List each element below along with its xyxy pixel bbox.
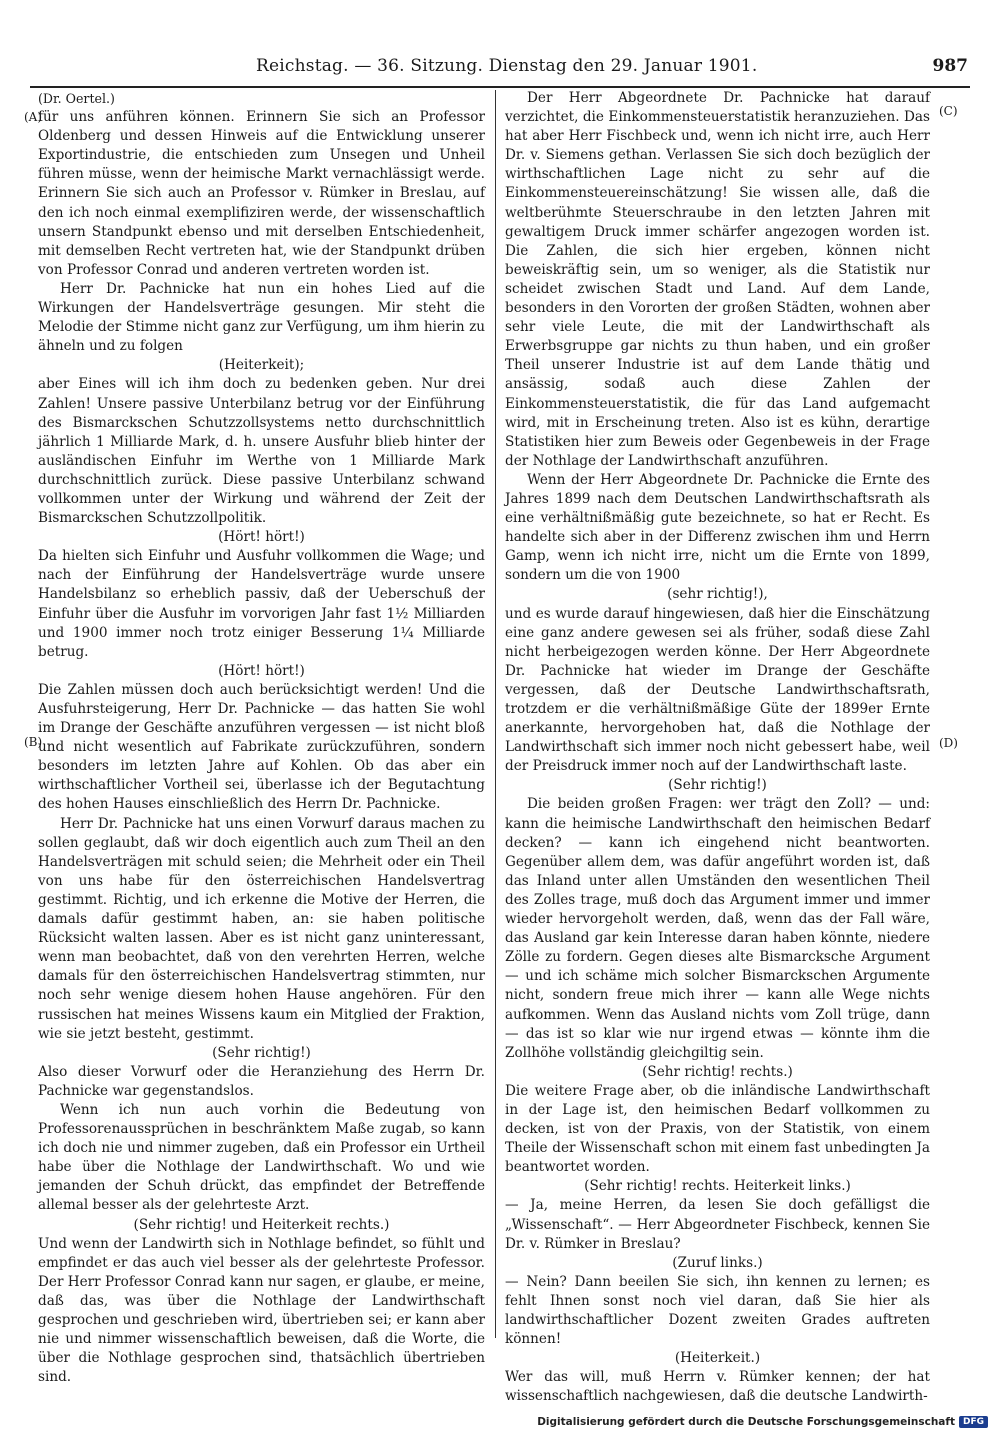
paragraph: Also dieser Vorwurf oder die Heranziehung des Herrn Dr. Pachnicke war gegenstandslos.	[38, 1063, 485, 1099]
interjection: (Sehr richtig!)	[212, 1044, 311, 1061]
paragraph: Herr Dr. Pachnicke hat nun ein hohes Lied auf die Wirkungen der Handelsverträge gesungen. Mir steht die Melodie der Stimme nicht ganz zur Verfügung, um ihm hierin zu ähneln und zu folgen	[38, 280, 485, 355]
paragraph: Da hielten sich Einfuhr und Ausfuhr vollkommen die Wage; und nach der Einführung der Handelsverträge wurde unsere Handelsbilanz so erheblich passiv, daß der Ueberschuß der Einfuhr über die Ausfuhr im vorvorigen Jahr fast 1½ Milliarden und 1900 immer noch trotz einiger Besserung 1¼ Milliarde betrug.	[38, 548, 485, 660]
paragraph: — Nein? Dann beeilen Sie sich, ihn kennen zu lernen; es fehlt Ihnen sonst noch viel daran, daß Sie hier als landwirthschaftlicher Dozent zweiten Grades auftreten können!	[505, 1273, 930, 1348]
margin-marker-c: (C)	[939, 104, 958, 118]
page-number: 987	[932, 56, 968, 76]
paragraph: Der Herr Abgeordnete Dr. Pachnicke hat darauf verzichtet, die Einkommensteuerstatistik heranzuziehen. Das hat aber Herr Fischbeck und, wenn ich nicht irre, auch Herr Dr. v. Siemens gethan. Verlassen Sie sich doch bezüglich der wirthschaftlichen Lage nicht zu sehr auf die Einkommensteuereinschätzung! Sie wissen alle, daß die weltberühmte Steuerschraube in den letzten Jahren mit gewaltigem Druck immer schärfer angezogen worden ist. Die Zahlen, die sich hier ergeben, können nicht beweiskräftig sein, um so weniger, als die Statistik nur scheidet zwischen Stadt und Land. Auf dem Lande, besonders in den Vororten der großen Städten, wohnen aber sehr viele Leute, die mit der Landwirthschaft als Erwerbsgruppe gar nichts zu thun haben, und ein großer Theil unserer Industrie ist auf dem Lande thätig und ansässig, sodaß auch diese Zahlen der Einkommensteuerstatistik, die für das Land aufgemacht wird, mit in Erscheinung treten. Also ist es kühn, derartige Statistiken hier zum Beweis oder Gegenbeweis in der Frage der Nothlage der Landwirthschaft anzuführen.	[505, 90, 930, 469]
margin-marker-d: (D)	[939, 736, 958, 750]
interjection: (Sehr richtig! rechts. Heiterkeit links.)	[584, 1178, 851, 1195]
paragraph: Die Zahlen müssen doch auch berücksichtigt werden! Und die Ausfuhrsteigerung, Herr Dr. Pachnicke — das hatten Sie wohl im Drange der Geschäfte anzuführen vergessen — ist nicht bloß und nicht wesentlich auf Fabrikate zurückzuführen, sondern besonders im letzten Jahre auf Kohlen. Ob das aber ein wirthschaftlicher Vortheil sei, überlasse ich der Begutachtung des hohen Hauses einschließlich des Herrn Dr. Pachnicke.	[38, 681, 485, 813]
paragraph: Herr Dr. Pachnicke hat uns einen Vorwurf daraus machen zu sollen geglaubt, daß wir doch eigentlich auch zum Theil an den Handelsverträgen mit schuld seien; die Mehrheit oder ein Theil von uns habe für den österreichischen Handelsvertrag gestimmt. Richtig, und ich erkenne die Motive der Herren, die damals dafür gestimmt haben, an: sie haben politische Rücksicht walten lassen. Aber es ist nicht ganz uninteressant, wenn man beobachtet, daß von den verehrten Herren, welche damals für den österreichischen Handelsvertrag stimmten, nur noch sehr wenige diesem hohen Hause angehören. Für den russischen hat meines Wissens kaum ein Mitglied der Fraktion, wie sie jetzt besteht, gestimmt.	[38, 815, 485, 1042]
paragraph: Wenn ich nun auch vorhin die Bedeutung von Professorenaussprüchen in beschränktem Maße zugab, so kann ich doch nie und nimmer zugeben, daß ein Professor ein Urtheil habe über die Nothlage der Landwirthschaft. Wo und wie jemanden der Schuh drückt, das empfindet der Betreffende allemal besser als der gelehrteste Arzt.	[38, 1101, 485, 1214]
paragraph: Wenn der Herr Abgeordnete Dr. Pachnicke die Ernte des Jahres 1899 nach dem Deutschen Landwirthschaftsrath als eine verhältnißmäßig gute bezeichnete, so hat er Recht. Es handelte sich aber in der Differenz zwischen ihm und Herrn Gamp, wenn ich nicht irre, nicht um die Ernte von 1899, sondern um die von 1900	[505, 471, 930, 584]
paragraph: Die weitere Frage aber, ob die inländische Landwirthschaft in der Lage ist, den heimischen Bedarf vollkommen zu decken, ist von der Praxis, von der Statistik, von einem Theile der Wissenschaft schon mit einem fast unbedingten Ja beantwortet worden.	[505, 1082, 930, 1176]
running-title: Reichstag. — 36. Sitzung. Dienstag den 29. Januar 1901.	[256, 56, 758, 76]
paragraph: aber Eines will ich ihm doch zu bedenken geben. Nur drei Zahlen! Unsere passive Unterbilanz betrug vor der Einführung des Bismarckschen Schutzzollsystems netto durchschnittlich jährlich 1 Milliarde Mark, d. h. unsere Ausfuhr blieb hinter der ausländischen Einfuhr im Werthe von 1 Milliarde Mark durchschnittlich zurück. Diese passive Unterbilanz schwand vollkommen unter der Wirkung und während der Zeit der Bismarckschen Schutzzollpolitik.	[38, 376, 485, 527]
interjection: (Heiterkeit.)	[674, 1350, 761, 1367]
dfg-logo-icon: DFG	[959, 1416, 988, 1428]
funding-credit: Digitalisierung gefördert durch die Deutsche Forschungsgemeinschaft	[537, 1416, 955, 1428]
interjection: (Sehr richtig! rechts.)	[642, 1063, 793, 1080]
interjection: (Zuruf links.)	[672, 1254, 763, 1271]
interjection: (Sehr richtig!)	[668, 777, 767, 794]
interjection: (sehr richtig!),	[667, 586, 768, 603]
paragraph: — Ja, meine Herren, da lesen Sie doch gefälligst die „Wissenschaft“. — Herr Abgeordneter Fischbeck, kennen Sie Dr. v. Rümker in Breslau?	[505, 1197, 930, 1252]
interjection: (Hört! hört!)	[218, 529, 305, 546]
speaker-label: (Dr. Oertel.)	[38, 91, 115, 106]
paragraph: Die beiden großen Fragen: wer trägt den Zoll? — und: kann die heimische Landwirthschaft den heimischen Bedarf decken? — kann ich eingehend nicht beantworten. Gegenüber allem dem, was dafür angeführt worden ist, daß das Inland unter allen Umständen den wesentlichen Theil des Zolles trage, muß doch das Argument immer und immer wieder hervorgeholt werden, daß, wenn das der Fall wäre, das Ausland gar kein Interesse daran haben könnte, niedere Zölle zu fordern. Gegen dieses alte Bismarcksche Argument — und ich schäme mich solcher Bismarckschen Argumente nicht, sondern freue mich ihrer — kann alle Wege nichts aufkommen. Wenn das Ausland nichts vom Zoll trüge, dann — das ist so klar wie nur irgend etwas — könnte ihm die Zollhöhe vollständig gleichgiltig sein.	[505, 796, 930, 1061]
funding-footer	[537, 1416, 988, 1428]
interjection: (Hört! hört!)	[218, 662, 305, 679]
margin-marker-a: (A)	[24, 110, 43, 124]
paragraph: für uns anführen können. Erinnern Sie sich an Professor Oldenberg und dessen Hinweis auf die Entwicklung unserer Exportindustrie, die entschieden zum Unsegen und Unheil führen müsse, wenn der heimische Markt vernachlässigt werde. Erinnern Sie sich auch an Professor v. Rümker in Breslau, auf den ich noch einmal exemplifiziren werde, der wissenschaftlich unsern Standpunkt ebenso und mit derselben Entschiedenheit, mit demselben Recht vertreten hat, wie der Standpunkt drüben von Professor Conrad und anderen vertreten worden ist.	[38, 109, 485, 278]
left-column	[38, 89, 485, 1387]
paragraph: Und wenn der Landwirth sich in Nothlage befindet, so fühlt und empfindet er das auch viel besser als der gelehrteste Professor. Der Herr Professor Conrad kann nur sagen, er glaube, er meine, daß das, was über die Nothlage der Landwirthschaft gesprochen und geschrieben wird, übertrieben sei; er kann aber nie und nimmer wissenschaftlich beweisen, daß die Worte, die über die Nothlage gesprochen sind, thatsächlich übertrieben sind.	[38, 1235, 485, 1386]
header-rule	[30, 86, 970, 88]
margin-marker-b: (B)	[24, 735, 43, 749]
paragraph: Wer das will, muß Herrn v. Rümker kennen; der hat wissenschaftlich nachgewiesen, daß die deutsche Landwirth-	[505, 1369, 930, 1405]
interjection: (Heiterkeit);	[218, 357, 305, 374]
paragraph: und es wurde darauf hingewiesen, daß hier die Einschätzung eine ganz andere gewesen sei als früher, sodaß diese Zahl nicht herbeigezogen werden könne. Der Herr Abgeordnete Dr. Pachnicke hat wieder im Drange der Geschäfte vergessen, daß der Deutsche Landwirthschaftsrath, trotzdem er die verhältnißmäßige Güte der 1899er Ernte anerkannte, hervorgehoben hat, daß die Nothlage der Landwirthschaft sich immer noch nicht gebessert habe, weil der Preisdruck immer noch auf der Landwirthschaft laste.	[505, 605, 930, 775]
column-divider	[495, 90, 496, 1338]
right-column	[505, 89, 930, 1406]
interjection: (Sehr richtig! und Heiterkeit rechts.)	[133, 1216, 390, 1233]
page-header	[30, 50, 970, 84]
